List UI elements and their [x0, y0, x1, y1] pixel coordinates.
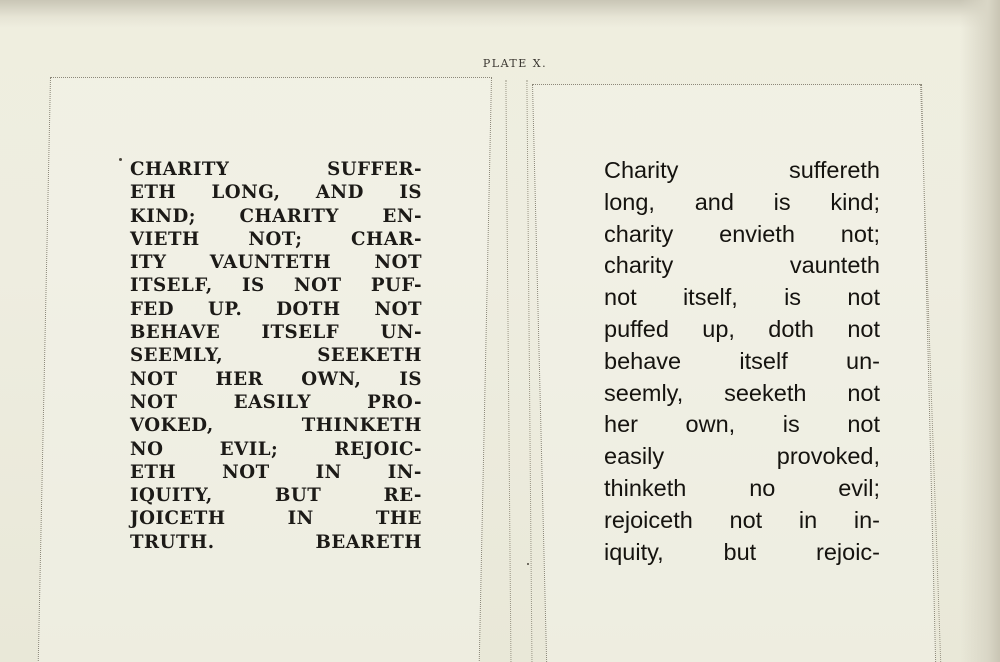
right-line: charity envieth not;: [604, 220, 880, 247]
page-top-shadow: [0, 0, 1000, 28]
right-line: behave itself un-: [604, 347, 880, 374]
plate-title: PLATE X.: [482, 57, 548, 70]
ink-speck: [527, 563, 529, 565]
right-line: iquity, but rejoic-: [604, 538, 880, 565]
left-line: CHARITY SUFFER-: [130, 159, 422, 180]
right-line: easily provoked,: [604, 443, 880, 470]
right-line: seemly, seeketh not: [604, 379, 880, 406]
right-column-text: [604, 155, 880, 568]
left-line: ITY VAUNTETH NOT: [130, 252, 422, 274]
left-line: NOT HER OWN, IS: [130, 368, 422, 390]
left-line: ETH NOT IN IN-: [130, 461, 422, 483]
ink-speck: [119, 158, 122, 161]
left-line: ETH LONG, AND IS: [130, 182, 422, 204]
left-line: JOICETH IN THE: [130, 508, 422, 530]
right-line: rejoiceth not in in-: [604, 506, 880, 533]
left-line: NO EVIL; REJOIC-: [130, 438, 422, 460]
left-line: TRUTH. BEARETH: [130, 531, 422, 553]
left-line: ITSELF, IS NOT PUF-: [130, 275, 422, 297]
right-line: charity vaunteth: [604, 252, 880, 279]
left-line: NOT EASILY PRO-: [130, 391, 422, 413]
right-line: not itself, is not: [604, 284, 880, 311]
right-line: long, and is kind;: [604, 188, 880, 215]
left-line: VOKED, THINKETH: [130, 415, 422, 437]
right-line: Charity suffereth: [604, 157, 880, 183]
left-line: VIETH NOT; CHAR-: [130, 228, 422, 250]
left-column-text: [130, 158, 422, 554]
right-line: thinketh no evil;: [604, 474, 880, 501]
right-line: her own, is not: [604, 411, 880, 438]
left-line: IQUITY, BUT RE-: [130, 485, 422, 507]
left-line: KIND; CHARITY EN-: [130, 205, 422, 227]
left-line: BEHAVE ITSELF UN-: [130, 322, 422, 344]
left-line: SEEMLY, SEEKETH: [130, 345, 422, 367]
left-line: FED UP. DOTH NOT: [130, 298, 422, 320]
right-line: puffed up, doth not: [604, 315, 880, 342]
center-gutter: [505, 80, 532, 662]
